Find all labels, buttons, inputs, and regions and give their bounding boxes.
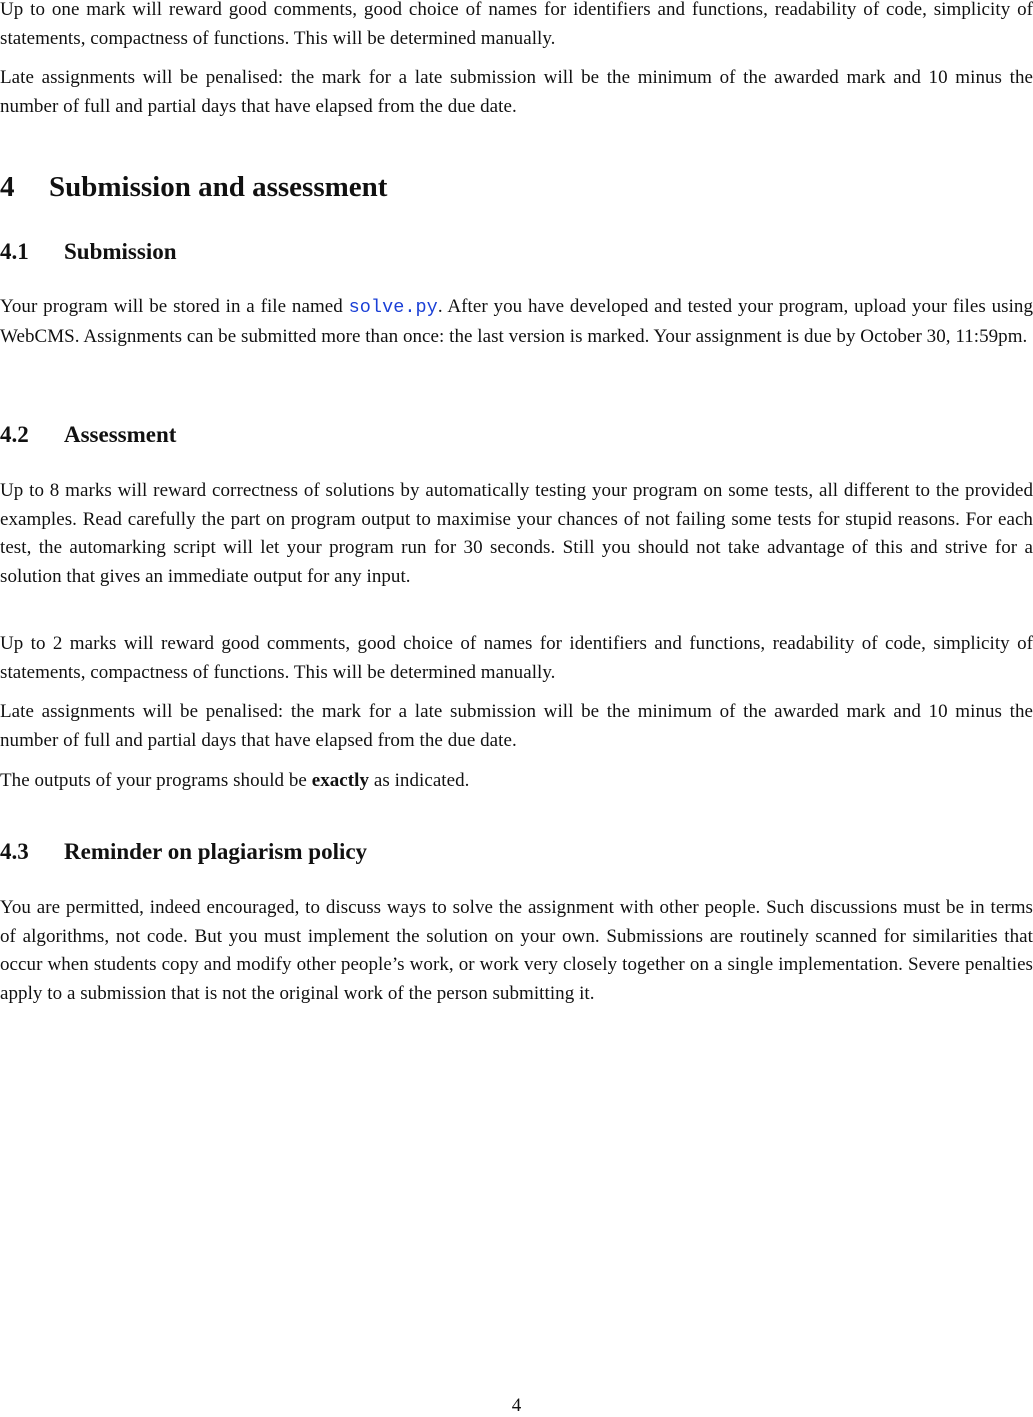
subsection-title: Assessment	[64, 422, 177, 447]
intro-paragraph-late-penalty: Late assignments will be penalised: the mark for a late submission will be the minimum of the awarded mark and 10 minus the number of full and partial days that have elapsed from the due date.	[0, 67, 1033, 117]
output-text-end: as indicated.	[369, 770, 470, 791]
output-text-start: The outputs of your programs should be	[0, 770, 312, 791]
subsection-number: 4.3	[0, 839, 29, 864]
assessment-paragraph-output	[0, 767, 1033, 796]
intro-paragraph-style-marks: Up to one mark will reward good comments, good choice of names for identifiers and functions, readability of code, simplicity of statements, compactness of functions. This will be determined manually.	[0, 0, 1033, 49]
subsection-heading-assessment	[0, 421, 1033, 449]
filename-code: solve.py	[348, 297, 438, 318]
assessment-paragraph-late-penalty: Late assignments will be penalised: the mark for a late submission will be the minimum of the awarded mark and 10 minus the number of full and partial days that have elapsed from the due date.	[0, 701, 1033, 751]
subsection-title: Reminder on plagiarism policy	[64, 839, 368, 864]
subsection-heading-submission	[0, 238, 1033, 266]
section-title: Submission and assessment	[49, 171, 388, 203]
submission-paragraph	[0, 293, 1033, 351]
assessment-paragraph-style-marks: Up to 2 marks will reward good comments, good choice of names for identifiers and functions, readability of code, simplicity of statements, compactness of functions. This will be determined manually.	[0, 633, 1033, 683]
submission-text-start: Your program will be stored in a file named	[0, 296, 349, 317]
submission-text-end: . After you have developed and tested your program, upload your files using WebCMS. Assignments can be submitted more than once: the last version is marked. Your assignment is due by October 30, 11:59pm.	[0, 296, 1033, 347]
subsection-title: Submission	[64, 239, 177, 264]
subsection-number: 4.2	[0, 422, 29, 447]
subsection-number: 4.1	[0, 239, 29, 264]
emphasis-exactly: exactly	[311, 770, 370, 791]
section-number: 4	[0, 171, 15, 203]
assessment-paragraph-correctness: Up to 8 marks will reward correctness of solutions by automatically testing your program on some tests, all different to the provided examples. Read carefully the part on program output to maximise your chances of not failing some tests for stupid reasons. For each test, the automarking script will let your program run for 30 seconds. Still you should not take advantage of this and strive for a solution that gives an immediate output for any input.	[0, 480, 1033, 587]
subsection-heading-plagiarism	[0, 838, 1033, 866]
plagiarism-paragraph: You are permitted, indeed encouraged, to discuss ways to solve the assignment with other people. Such discussions must be in terms of algorithms, not code. But you must implement the solution on your own. Submissions are routinely scanned for similarities that occur when students copy and modify other people’s work, or work very closely together on a single implementation. Severe penalties apply to a submission that is not the original work of the person submitting it.	[0, 897, 1033, 1004]
page-number: 4	[511, 1395, 522, 1416]
section-heading-submission-assessment	[0, 170, 1033, 204]
